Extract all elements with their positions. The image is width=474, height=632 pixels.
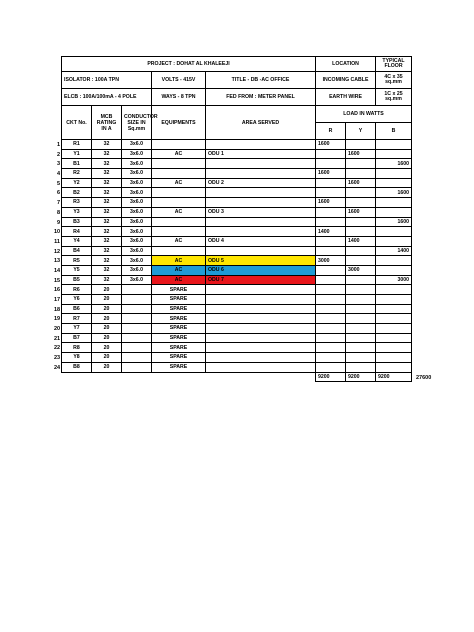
row-number: 2 bbox=[56, 152, 60, 158]
equipment-cell: AC bbox=[152, 265, 206, 275]
conductor-cell bbox=[122, 343, 152, 353]
load-b-cell bbox=[376, 324, 412, 334]
load-b-cell bbox=[376, 256, 412, 266]
mcb-cell: 32 bbox=[92, 246, 122, 256]
mcb-cell: 20 bbox=[92, 343, 122, 353]
equipment-cell bbox=[152, 198, 206, 208]
empty-cell bbox=[62, 372, 92, 382]
ckt-no-cell: R7 bbox=[62, 314, 92, 324]
load-b-cell bbox=[376, 353, 412, 363]
area-served-cell bbox=[206, 169, 316, 179]
header-load: LOAD IN WATTS bbox=[316, 106, 412, 123]
header-r: R bbox=[316, 123, 346, 140]
load-b-cell bbox=[376, 304, 412, 314]
ckt-no-cell: B2 bbox=[62, 188, 92, 198]
conductor-cell bbox=[122, 324, 152, 334]
load-y-cell bbox=[346, 314, 376, 324]
load-b-cell bbox=[376, 198, 412, 208]
circuit-row bbox=[62, 304, 412, 314]
row-number: 13 bbox=[54, 258, 61, 264]
load-y-cell bbox=[346, 362, 376, 372]
row-number: 4 bbox=[56, 171, 60, 177]
load-r-cell bbox=[316, 159, 346, 169]
circuit-row bbox=[62, 265, 412, 275]
header-mcb: MCB RATING IN A bbox=[92, 106, 122, 140]
load-y-cell bbox=[346, 188, 376, 198]
project-title: PROJECT : DOHAT AL KHALEEJI bbox=[62, 57, 316, 72]
area-served-cell bbox=[206, 314, 316, 324]
equipment-cell: SPARE bbox=[152, 362, 206, 372]
row-number: 10 bbox=[54, 229, 61, 235]
area-served-cell: ODU 2 bbox=[206, 178, 316, 188]
area-served-cell: ODU 1 bbox=[206, 149, 316, 159]
header-y: Y bbox=[346, 123, 376, 140]
area-served-cell bbox=[206, 227, 316, 237]
equipment-cell: AC bbox=[152, 178, 206, 188]
load-b-cell bbox=[376, 343, 412, 353]
area-served-cell bbox=[206, 362, 316, 372]
conductor-cell: 3x6.0 bbox=[122, 149, 152, 159]
earth-wire-value: 1C x 25 sq.mm bbox=[376, 89, 412, 106]
load-r-cell bbox=[316, 324, 346, 334]
ckt-no-cell: R6 bbox=[62, 285, 92, 295]
load-b-cell bbox=[376, 285, 412, 295]
circuit-row bbox=[62, 188, 412, 198]
row-number: 22 bbox=[54, 345, 61, 351]
load-b-cell bbox=[376, 227, 412, 237]
row-number: 23 bbox=[54, 355, 61, 361]
circuit-row bbox=[62, 246, 412, 256]
ckt-no-cell: B6 bbox=[62, 304, 92, 314]
load-r-cell bbox=[316, 314, 346, 324]
typical-floor-label: TYPICAL FLOOR bbox=[376, 57, 412, 72]
area-served-cell bbox=[206, 217, 316, 227]
load-r-cell bbox=[316, 343, 346, 353]
circuit-row bbox=[62, 178, 412, 188]
conductor-cell bbox=[122, 333, 152, 343]
load-b-cell: 1600 bbox=[376, 159, 412, 169]
ckt-no-cell: Y1 bbox=[62, 149, 92, 159]
equipment-cell: AC bbox=[152, 207, 206, 217]
load-r-cell bbox=[316, 236, 346, 246]
empty-cell bbox=[152, 372, 206, 382]
row-number: 14 bbox=[54, 268, 61, 274]
load-b-cell bbox=[376, 265, 412, 275]
load-y-cell bbox=[346, 275, 376, 285]
circuit-row bbox=[62, 227, 412, 237]
volts-text: VOLTS - 415V bbox=[152, 72, 206, 89]
load-y-cell: 3000 bbox=[346, 265, 376, 275]
circuit-row bbox=[62, 324, 412, 334]
mcb-cell: 32 bbox=[92, 198, 122, 208]
row-number: 18 bbox=[54, 307, 61, 313]
load-b-cell bbox=[376, 362, 412, 372]
ckt-no-cell: R8 bbox=[62, 343, 92, 353]
mcb-cell: 32 bbox=[92, 159, 122, 169]
circuit-row bbox=[62, 275, 412, 285]
ways-text: WAYS - 8 TPN bbox=[152, 89, 206, 106]
load-b-cell bbox=[376, 314, 412, 324]
row-number: 1 bbox=[56, 142, 60, 148]
load-r-cell bbox=[316, 362, 346, 372]
incoming-cable-label: INCOMING CABLE bbox=[316, 72, 376, 89]
row-number: 24 bbox=[54, 365, 61, 371]
load-y-cell bbox=[346, 295, 376, 305]
load-r-cell bbox=[316, 178, 346, 188]
conductor-cell: 3x6.0 bbox=[122, 217, 152, 227]
circuit-row bbox=[62, 333, 412, 343]
mcb-cell: 32 bbox=[92, 140, 122, 150]
row-number: 6 bbox=[56, 190, 60, 196]
load-y-cell bbox=[346, 333, 376, 343]
area-served-cell bbox=[206, 324, 316, 334]
schedule-table bbox=[61, 56, 412, 382]
load-y-cell bbox=[346, 227, 376, 237]
conductor-cell: 3x6.0 bbox=[122, 265, 152, 275]
equipment-cell: SPARE bbox=[152, 353, 206, 363]
row-number: 17 bbox=[54, 297, 61, 303]
mcb-cell: 32 bbox=[92, 265, 122, 275]
ckt-no-cell: Y5 bbox=[62, 265, 92, 275]
earth-wire-label: EARTH WIRE bbox=[316, 89, 376, 106]
area-served-cell bbox=[206, 188, 316, 198]
area-served-cell bbox=[206, 304, 316, 314]
row-number: 11 bbox=[54, 239, 60, 245]
ckt-no-cell: R2 bbox=[62, 169, 92, 179]
equipment-cell: SPARE bbox=[152, 304, 206, 314]
equipment-cell bbox=[152, 159, 206, 169]
area-served-cell bbox=[206, 353, 316, 363]
mcb-cell: 32 bbox=[92, 178, 122, 188]
title-row bbox=[62, 57, 412, 72]
conductor-cell: 3x6.0 bbox=[122, 159, 152, 169]
load-r-cell bbox=[316, 217, 346, 227]
area-served-cell: ODU 4 bbox=[206, 236, 316, 246]
row-number: 9 bbox=[56, 220, 60, 226]
conductor-cell: 3x6.0 bbox=[122, 198, 152, 208]
circuit-row bbox=[62, 169, 412, 179]
conductor-cell bbox=[122, 362, 152, 372]
equipment-cell bbox=[152, 227, 206, 237]
row-number: 16 bbox=[54, 287, 61, 293]
total-b-cell: 9200 bbox=[376, 372, 412, 382]
conductor-cell: 3x6.0 bbox=[122, 169, 152, 179]
info-row-2 bbox=[62, 89, 412, 106]
circuit-row bbox=[62, 236, 412, 246]
column-header-row bbox=[62, 106, 412, 123]
fed-from-text: FED FROM : METER PANEL bbox=[206, 89, 316, 106]
circuit-row bbox=[62, 159, 412, 169]
header-b: B bbox=[376, 123, 412, 140]
ckt-no-cell: B5 bbox=[62, 275, 92, 285]
circuit-row bbox=[62, 256, 412, 266]
circuit-row bbox=[62, 217, 412, 227]
mcb-cell: 32 bbox=[92, 188, 122, 198]
row-number: 3 bbox=[56, 161, 60, 167]
circuit-row bbox=[62, 362, 412, 372]
load-y-cell bbox=[346, 343, 376, 353]
load-y-cell bbox=[346, 304, 376, 314]
mcb-cell: 20 bbox=[92, 285, 122, 295]
area-served-cell bbox=[206, 246, 316, 256]
mcb-cell: 20 bbox=[92, 324, 122, 334]
area-served-cell bbox=[206, 198, 316, 208]
equipment-cell bbox=[152, 217, 206, 227]
circuit-row bbox=[62, 285, 412, 295]
load-r-cell: 3000 bbox=[316, 256, 346, 266]
header-ckt-no: CKT No. bbox=[62, 106, 92, 140]
area-served-cell: ODU 7 bbox=[206, 275, 316, 285]
load-b-cell bbox=[376, 149, 412, 159]
load-r-cell: 1400 bbox=[316, 227, 346, 237]
area-served-cell: ODU 5 bbox=[206, 256, 316, 266]
load-y-cell bbox=[346, 353, 376, 363]
circuit-row bbox=[62, 314, 412, 324]
equipment-cell bbox=[152, 140, 206, 150]
load-b-cell bbox=[376, 140, 412, 150]
header-equipments: EQUIPMENTS bbox=[152, 106, 206, 140]
header-area-served: AREA SERVED bbox=[206, 106, 316, 140]
load-r-cell: 1600 bbox=[316, 169, 346, 179]
conductor-cell: 3x6.0 bbox=[122, 275, 152, 285]
ckt-no-cell: B7 bbox=[62, 333, 92, 343]
load-b-cell: 3000 bbox=[376, 275, 412, 285]
area-served-cell bbox=[206, 343, 316, 353]
load-r-cell bbox=[316, 285, 346, 295]
ckt-no-cell: B8 bbox=[62, 362, 92, 372]
ckt-no-cell: R5 bbox=[62, 256, 92, 266]
equipment-cell: SPARE bbox=[152, 343, 206, 353]
db-title-text: TITLE - DB -AC OFFICE bbox=[206, 72, 316, 89]
elcb-text: ELCB : 100A/100mA - 4 POLE bbox=[62, 89, 152, 106]
equipment-cell: SPARE bbox=[152, 295, 206, 305]
load-y-cell bbox=[346, 198, 376, 208]
equipment-cell: SPARE bbox=[152, 333, 206, 343]
conductor-cell bbox=[122, 285, 152, 295]
ckt-no-cell: Y7 bbox=[62, 324, 92, 334]
load-r-cell: 1600 bbox=[316, 198, 346, 208]
equipment-cell: AC bbox=[152, 256, 206, 266]
area-served-cell: ODU 6 bbox=[206, 265, 316, 275]
load-y-cell bbox=[346, 140, 376, 150]
equipment-cell bbox=[152, 169, 206, 179]
load-r-cell bbox=[316, 207, 346, 217]
load-b-cell: 1400 bbox=[376, 246, 412, 256]
load-y-cell: 1600 bbox=[346, 178, 376, 188]
mcb-cell: 20 bbox=[92, 362, 122, 372]
totals-row bbox=[62, 372, 412, 382]
circuit-row bbox=[62, 207, 412, 217]
area-served-cell bbox=[206, 285, 316, 295]
load-y-cell bbox=[346, 246, 376, 256]
load-r-cell: 1600 bbox=[316, 140, 346, 150]
conductor-cell bbox=[122, 314, 152, 324]
ckt-no-cell: Y6 bbox=[62, 295, 92, 305]
mcb-cell: 32 bbox=[92, 149, 122, 159]
conductor-cell: 3x6.0 bbox=[122, 140, 152, 150]
row-number: 12 bbox=[54, 249, 61, 255]
conductor-cell bbox=[122, 353, 152, 363]
conductor-cell: 3x6.0 bbox=[122, 236, 152, 246]
ckt-no-cell: Y4 bbox=[62, 236, 92, 246]
equipment-cell: SPARE bbox=[152, 324, 206, 334]
equipment-cell: SPARE bbox=[152, 285, 206, 295]
area-served-cell bbox=[206, 295, 316, 305]
conductor-cell bbox=[122, 295, 152, 305]
isolator-text: ISOLATOR : 100A TPN bbox=[62, 72, 152, 89]
circuit-row bbox=[62, 198, 412, 208]
load-y-cell bbox=[346, 285, 376, 295]
empty-cell bbox=[92, 372, 122, 382]
load-y-cell: 1400 bbox=[346, 236, 376, 246]
conductor-cell: 3x6.0 bbox=[122, 188, 152, 198]
ckt-no-cell: R3 bbox=[62, 198, 92, 208]
mcb-cell: 20 bbox=[92, 304, 122, 314]
load-r-cell bbox=[316, 295, 346, 305]
empty-cell bbox=[122, 372, 152, 382]
load-b-cell bbox=[376, 207, 412, 217]
ckt-no-cell: R4 bbox=[62, 227, 92, 237]
total-r-cell: 9200 bbox=[316, 372, 346, 382]
ckt-no-cell: B4 bbox=[62, 246, 92, 256]
equipment-cell: AC bbox=[152, 275, 206, 285]
conductor-cell bbox=[122, 304, 152, 314]
ckt-no-cell: Y3 bbox=[62, 207, 92, 217]
mcb-cell: 32 bbox=[92, 217, 122, 227]
load-b-cell bbox=[376, 333, 412, 343]
row-number: 20 bbox=[54, 326, 61, 332]
circuit-row bbox=[62, 343, 412, 353]
mcb-cell: 20 bbox=[92, 333, 122, 343]
row-number: 7 bbox=[56, 200, 60, 206]
mcb-cell: 32 bbox=[92, 169, 122, 179]
equipment-cell: AC bbox=[152, 236, 206, 246]
load-y-cell bbox=[346, 217, 376, 227]
grand-total: 27600 bbox=[416, 375, 432, 381]
mcb-cell: 32 bbox=[92, 256, 122, 266]
load-r-cell bbox=[316, 149, 346, 159]
load-r-cell bbox=[316, 304, 346, 314]
load-b-cell bbox=[376, 236, 412, 246]
conductor-cell: 3x6.0 bbox=[122, 207, 152, 217]
equipment-cell bbox=[152, 246, 206, 256]
load-y-cell bbox=[346, 256, 376, 266]
row-number: 5 bbox=[56, 181, 60, 187]
ckt-no-cell: Y2 bbox=[62, 178, 92, 188]
empty-cell bbox=[206, 372, 316, 382]
circuit-row bbox=[62, 140, 412, 150]
ckt-no-cell: B3 bbox=[62, 217, 92, 227]
row-number: 8 bbox=[56, 210, 60, 216]
info-row-1 bbox=[62, 72, 412, 89]
row-number: 21 bbox=[54, 336, 61, 342]
load-y-cell: 1600 bbox=[346, 207, 376, 217]
load-r-cell bbox=[316, 265, 346, 275]
load-r-cell bbox=[316, 188, 346, 198]
circuit-row bbox=[62, 353, 412, 363]
load-b-cell bbox=[376, 178, 412, 188]
mcb-cell: 32 bbox=[92, 236, 122, 246]
load-r-cell bbox=[316, 275, 346, 285]
panel-schedule bbox=[54, 56, 411, 382]
load-b-cell: 1600 bbox=[376, 188, 412, 198]
equipment-cell: AC bbox=[152, 149, 206, 159]
row-number: 19 bbox=[54, 316, 61, 322]
area-served-cell: ODU 3 bbox=[206, 207, 316, 217]
mcb-cell: 20 bbox=[92, 314, 122, 324]
location-label: LOCATION bbox=[316, 57, 376, 72]
ckt-no-cell: Y8 bbox=[62, 353, 92, 363]
conductor-cell: 3x6.0 bbox=[122, 256, 152, 266]
load-y-cell: 1600 bbox=[346, 149, 376, 159]
load-r-cell bbox=[316, 333, 346, 343]
load-b-cell bbox=[376, 169, 412, 179]
conductor-cell: 3x6.0 bbox=[122, 246, 152, 256]
load-b-cell bbox=[376, 295, 412, 305]
equipment-cell: SPARE bbox=[152, 314, 206, 324]
row-number: 15 bbox=[54, 278, 61, 284]
area-served-cell bbox=[206, 159, 316, 169]
mcb-cell: 32 bbox=[92, 275, 122, 285]
conductor-cell: 3x6.0 bbox=[122, 227, 152, 237]
ckt-no-cell: B1 bbox=[62, 159, 92, 169]
circuit-row bbox=[62, 295, 412, 305]
mcb-cell: 20 bbox=[92, 353, 122, 363]
total-y-cell: 9200 bbox=[346, 372, 376, 382]
mcb-cell: 32 bbox=[92, 207, 122, 217]
circuit-row bbox=[62, 149, 412, 159]
equipment-cell bbox=[152, 188, 206, 198]
area-served-cell bbox=[206, 140, 316, 150]
load-r-cell bbox=[316, 353, 346, 363]
header-conductor: CONDUCTOR SIZE IN Sq.mm bbox=[122, 106, 152, 140]
conductor-cell: 3x6.0 bbox=[122, 178, 152, 188]
load-y-cell bbox=[346, 324, 376, 334]
mcb-cell: 32 bbox=[92, 227, 122, 237]
area-served-cell bbox=[206, 333, 316, 343]
load-y-cell bbox=[346, 169, 376, 179]
incoming-cable-value: 4C x 35 sq.mm bbox=[376, 72, 412, 89]
load-r-cell bbox=[316, 246, 346, 256]
mcb-cell: 20 bbox=[92, 295, 122, 305]
ckt-no-cell: R1 bbox=[62, 140, 92, 150]
load-y-cell bbox=[346, 159, 376, 169]
load-b-cell: 1600 bbox=[376, 217, 412, 227]
